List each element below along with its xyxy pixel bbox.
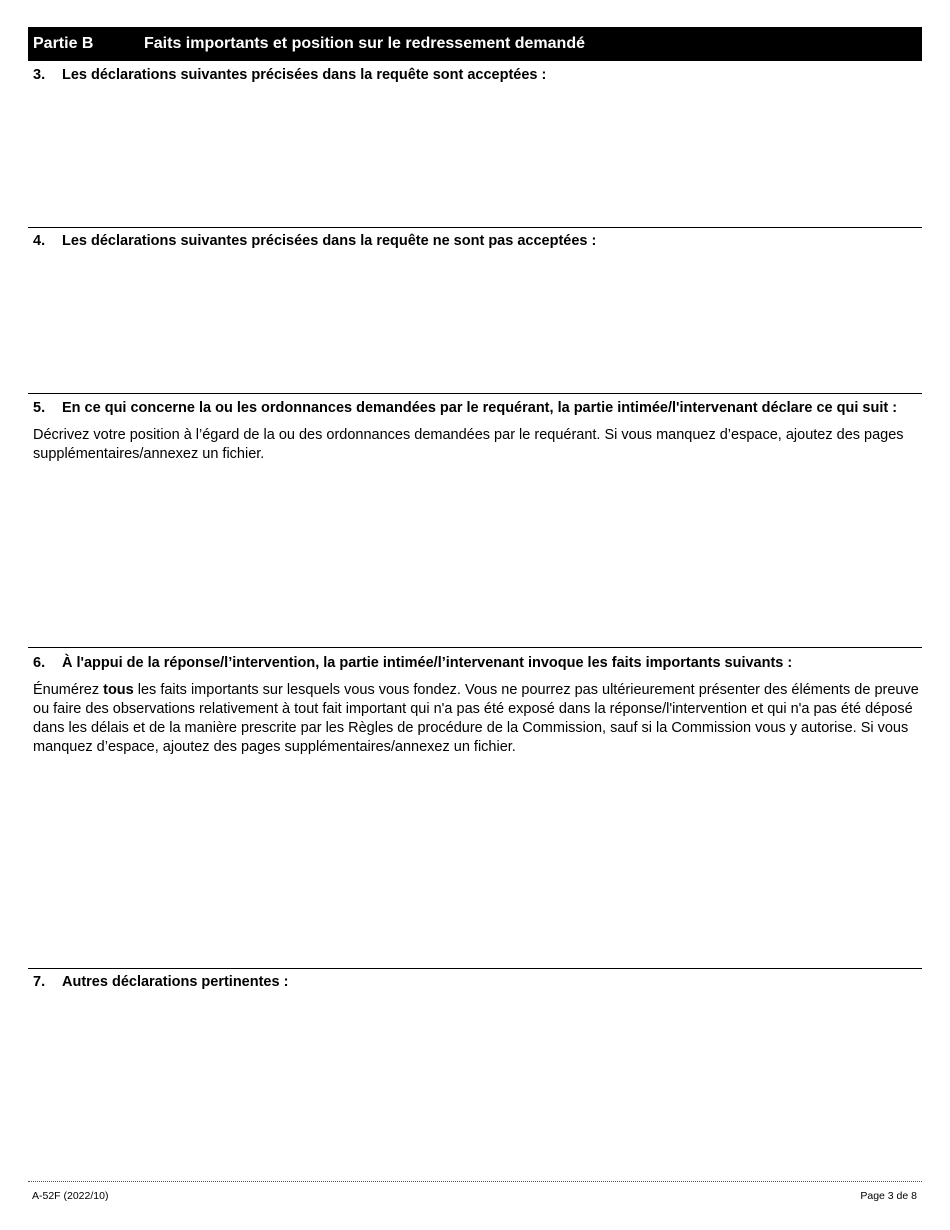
form-code: A-52F (2022/10) — [32, 1190, 109, 1202]
part-b-header — [28, 27, 922, 61]
question-label: À l'appui de la réponse/l’intervention, la partie intimée/l’intervenant invoque les faits importants suivants : — [62, 655, 793, 671]
instructions-emphasis: tous — [103, 682, 134, 698]
answer-field-3[interactable] — [28, 85, 922, 225]
question-4 — [28, 232, 922, 391]
question-number: 3. — [33, 67, 46, 83]
question-number: 4. — [33, 233, 46, 249]
question-label: Autres déclarations pertinentes : — [62, 974, 289, 990]
question-6 — [28, 654, 922, 957]
question-number: 6. — [33, 655, 46, 671]
question-instructions: Décrivez votre position à l’égard de la ou des ordonnances demandées par le requérant. Si vous manquez d’espace, ajoutez des pages supplémentaires/annexez un fichier. — [33, 427, 904, 462]
part-label: Partie B — [33, 35, 94, 52]
section-divider — [28, 227, 922, 228]
question-7 — [28, 973, 922, 1172]
answer-field-5[interactable] — [28, 464, 922, 614]
section-divider — [28, 968, 922, 969]
question-label: Les déclarations suivantes précisées dans la requête ne sont pas acceptées : — [62, 233, 597, 249]
question-3 — [28, 66, 922, 225]
section-divider — [28, 393, 922, 394]
answer-field-4[interactable] — [28, 251, 922, 391]
page-number: Page 3 de 8 — [860, 1190, 917, 1202]
question-5 — [28, 399, 922, 614]
section-divider — [28, 647, 922, 648]
answer-field-7[interactable] — [28, 992, 922, 1172]
question-instructions — [28, 681, 922, 757]
answer-field-6[interactable] — [28, 757, 922, 957]
question-number: 7. — [33, 974, 46, 990]
part-title: Faits importants et position sur le redressement demandé — [144, 35, 585, 52]
question-number: 5. — [33, 400, 46, 416]
instructions-prefix: Énumérez — [33, 682, 104, 698]
question-label: Les déclarations suivantes précisées dans la requête sont acceptées : — [62, 67, 547, 83]
footer-divider — [28, 1181, 922, 1182]
instructions-body: les faits importants sur lesquels vous vous fondez. Vous ne pourrez pas ultérieurement présenter des éléments de preuve ou faire des observations relativement à tout fait important qui n'a pas été exposé dans la réponse/l'intervention et qui n'a pas été déposé dans les délais et de la manière prescrite par les Règles de procédure de la Commission, sauf si la Commission vous y autorise. Si vous manquez d’espace, ajoutez des pages supplémentaires/annexez un fichier. — [33, 682, 919, 755]
question-label: En ce qui concerne la ou les ordonnances demandées par le requérant, la partie intimée/l'intervenant déclare ce qui suit : — [62, 400, 898, 416]
